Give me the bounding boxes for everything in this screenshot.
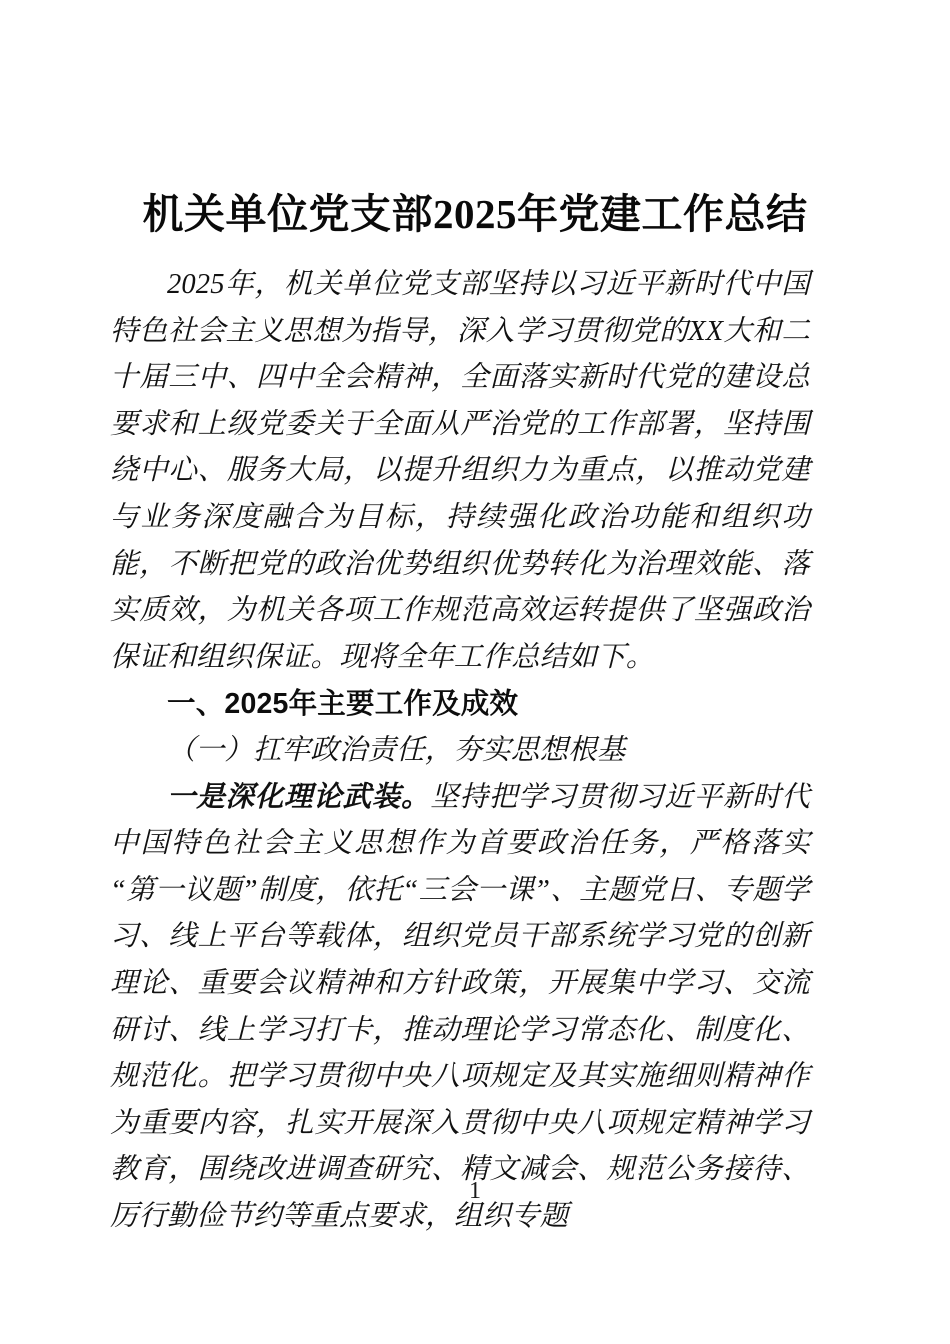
item-paragraph-1 (110, 775, 810, 1241)
opening-paragraph-text: 2025年，机关单位党支部坚持以习近平新时代中国特色社会主义思想为指导，深入学习贯彻党的XX大和二十届三中、四中全会精神，全面落实新时代党的建设总要求和上级党委关于全面从严治党的工作部署，坚持围绕中心、服务大局，以提升组织力为重点，以推动党建与业务深度融合为目标，持续强化政治功能和组织功能，不断把党的政治优势组织优势转化为治理效能、落实质效，为机关各项工作规范高效运转提供了坚强政治保证和组织保证。现将全年工作总结如下。 (110, 269, 810, 673)
document-body (110, 262, 810, 1240)
opening-paragraph (110, 262, 810, 681)
section-heading-2 (110, 728, 810, 775)
page-number: 1 (469, 1178, 481, 1204)
section-heading-1-text: 一、2025年主要工作及成效 (167, 688, 519, 721)
page-title: 机关单位党支部2025年党建工作总结 (142, 191, 808, 238)
item-1-lead-in: 一是深化理论武装。 (167, 781, 431, 813)
section-heading-1 (110, 681, 810, 728)
section-heading-2-text: （一）扛牢政治责任，夯实思想根基 (167, 734, 626, 766)
item-1-body-text: 坚持把学习贯彻习近平新时代中国特色社会主义思想作为首要政治任务，严格落实“第一议题”制度，依托“三会一课”、主题党日、专题学习、线上平台等载体，组织党员干部系统学习党的创新理论、重要会议精神和方针政策，开展集中学习、交流研讨、线上学习打卡，推动理论学习常态化、制度化、规范化。把学习贯彻中央八项规定及其实施细则精神作为重要内容，扎实开展深入贯彻中央八项规定精神学习教育，围绕改进调查研究、精文减会、规范公务接待、厉行勤俭节约等重点要求，组织专题 (110, 781, 810, 1232)
